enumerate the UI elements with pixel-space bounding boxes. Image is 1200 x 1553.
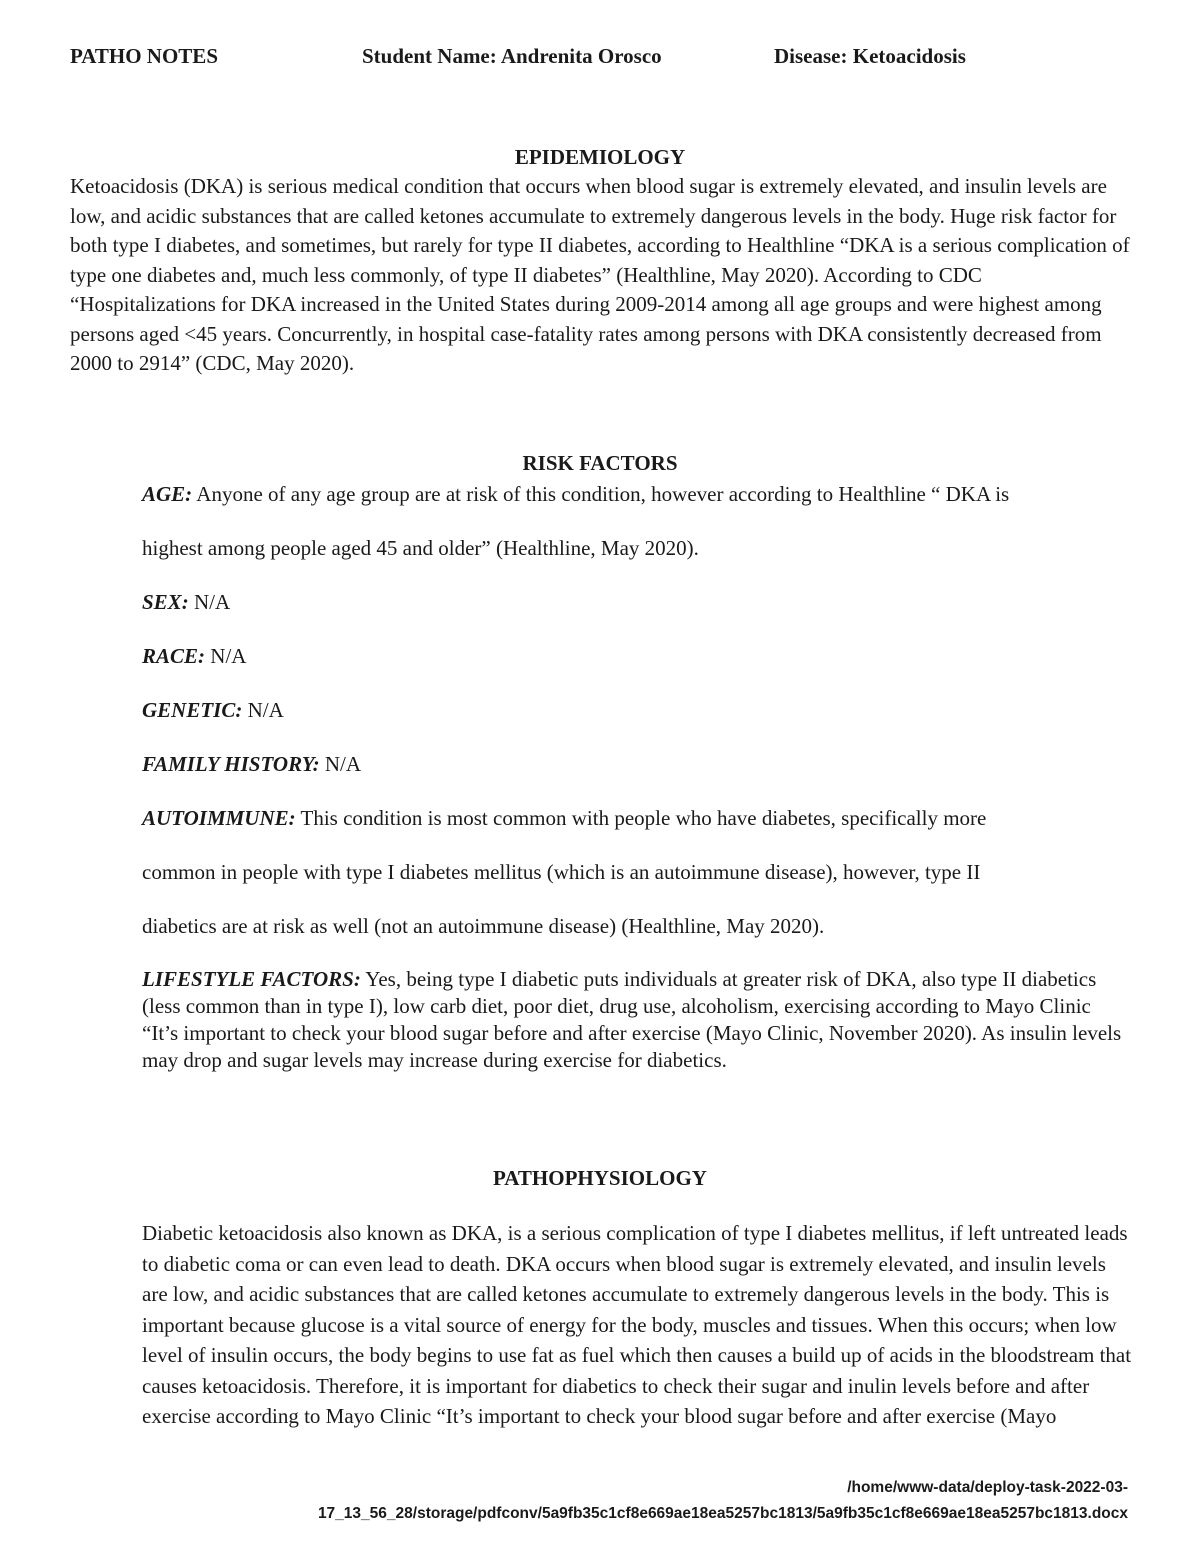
- epidemiology-paragraph: Ketoacidosis (DKA) is serious medical condition that occurs when blood sugar is extremely elevated, and insulin levels are low, and acidic substances that are called ketones accumulate to extremely dangerous levels in the body. Huge risk factor for both type I diabetes, and sometimes, but rarely for type II diabetes, according to Healthline “DKA is a serious complication of type one diabetes and, much less commonly, of type II diabetes” (Healthline, May 2020). According to CDC “Hospitalizations for DKA increased in the United States during 2009-2014 among all age groups and were highest among persons aged <45 years. Concurrently, in hospital case-fatality rates among persons with DKA consistently decreased from 2000 to 2914” (CDC, May 2020).: [70, 174, 1130, 375]
- epidemiology-heading: EPIDEMIOLOGY: [514, 145, 686, 169]
- family-history-label: FAMILY HISTORY:: [142, 752, 320, 776]
- genetic-label: GENETIC:: [142, 698, 243, 722]
- student-name: Student Name: Andrenita Orosco: [362, 44, 662, 68]
- family-history-value: N/A: [319, 752, 362, 776]
- notes-title: PATHO NOTES: [70, 44, 218, 68]
- age-text-line2: highest among people aged 45 and older” (Healthline, May 2020).: [142, 536, 699, 560]
- family-history-factor: [142, 752, 361, 777]
- lifestyle-factors: [142, 966, 1132, 1074]
- autoimmune-text-line1: This condition is most common with people who have diabetes, specifically more: [295, 806, 987, 830]
- disease-name: Disease: Ketoacidosis: [774, 44, 966, 68]
- race-value: N/A: [205, 644, 247, 668]
- pathophysiology-heading: PATHOPHYSIOLOGY: [493, 1166, 707, 1190]
- file-path-line2: 17_13_56_28/storage/pdfconv/5a9fb35c1cf8e669ae18ea5257bc1813/5a9fb35c1cf8e669ae18ea5257bc1813.docx: [317, 1505, 1128, 1522]
- genetic-factor: [142, 698, 284, 723]
- autoimmune-factor: [142, 806, 986, 831]
- autoimmune-text-line2: common in people with type I diabetes mellitus (which is an autoimmune disease), however, type II: [142, 860, 981, 884]
- page-header: [70, 44, 1130, 74]
- genetic-value: N/A: [242, 698, 284, 722]
- lifestyle-label: LIFESTYLE FACTORS:: [142, 967, 361, 991]
- pathophysiology-paragraph: Diabetic ketoacidosis also known as DKA, is a serious complication of type I diabetes mellitus, if left untreated leads to diabetic coma or can even lead to death. DKA occurs when blood sugar is extremely elevated, and insulin levels are low, and acidic substances that are called ketones accumulate to extremely dangerous levels in the body. This is important because glucose is a vital source of energy for the body, muscles and tissues. When this occurs; when low level of insulin occurs, the body begins to use fat as fuel which then causes a build up of acids in the bloodstream that causes ketoacidosis. Therefore, it is important for diabetics to check their sugar and inulin levels before and after exercise according to Mayo Clinic “It’s important to check your blood sugar before and after exercise (Mayo: [142, 1221, 1132, 1428]
- age-text-line1: Anyone of any age group are at risk of this condition, however according to Healthline “ DKA is: [192, 482, 1010, 506]
- sex-value: N/A: [188, 590, 231, 614]
- age-label: AGE:: [142, 482, 193, 506]
- race-factor: [142, 644, 246, 669]
- age-factor: [142, 482, 1009, 507]
- autoimmune-label: AUTOIMMUNE:: [142, 806, 296, 830]
- autoimmune-text-line3: diabetics are at risk as well (not an autoimmune disease) (Healthline, May 2020).: [142, 914, 825, 938]
- file-path-line1: /home/www-data/deploy-task-2022-03-: [847, 1479, 1128, 1496]
- sex-factor: [142, 590, 230, 615]
- risk-factors-heading: RISK FACTORS: [522, 451, 678, 475]
- race-label: RACE:: [142, 644, 206, 668]
- sex-label: SEX:: [142, 590, 189, 614]
- lifestyle-text: Yes, being type I diabetic puts individuals at greater risk of DKA, also type II diabetics (less common than in type I), low carb diet, poor diet, drug use, alcoholism, exercising according to Mayo Clinic “It’s important to check your blood sugar before and after exercise (Mayo Clinic, November 2020). As insulin levels may drop and sugar levels may increase during exercise for diabetics.: [142, 967, 1122, 1072]
